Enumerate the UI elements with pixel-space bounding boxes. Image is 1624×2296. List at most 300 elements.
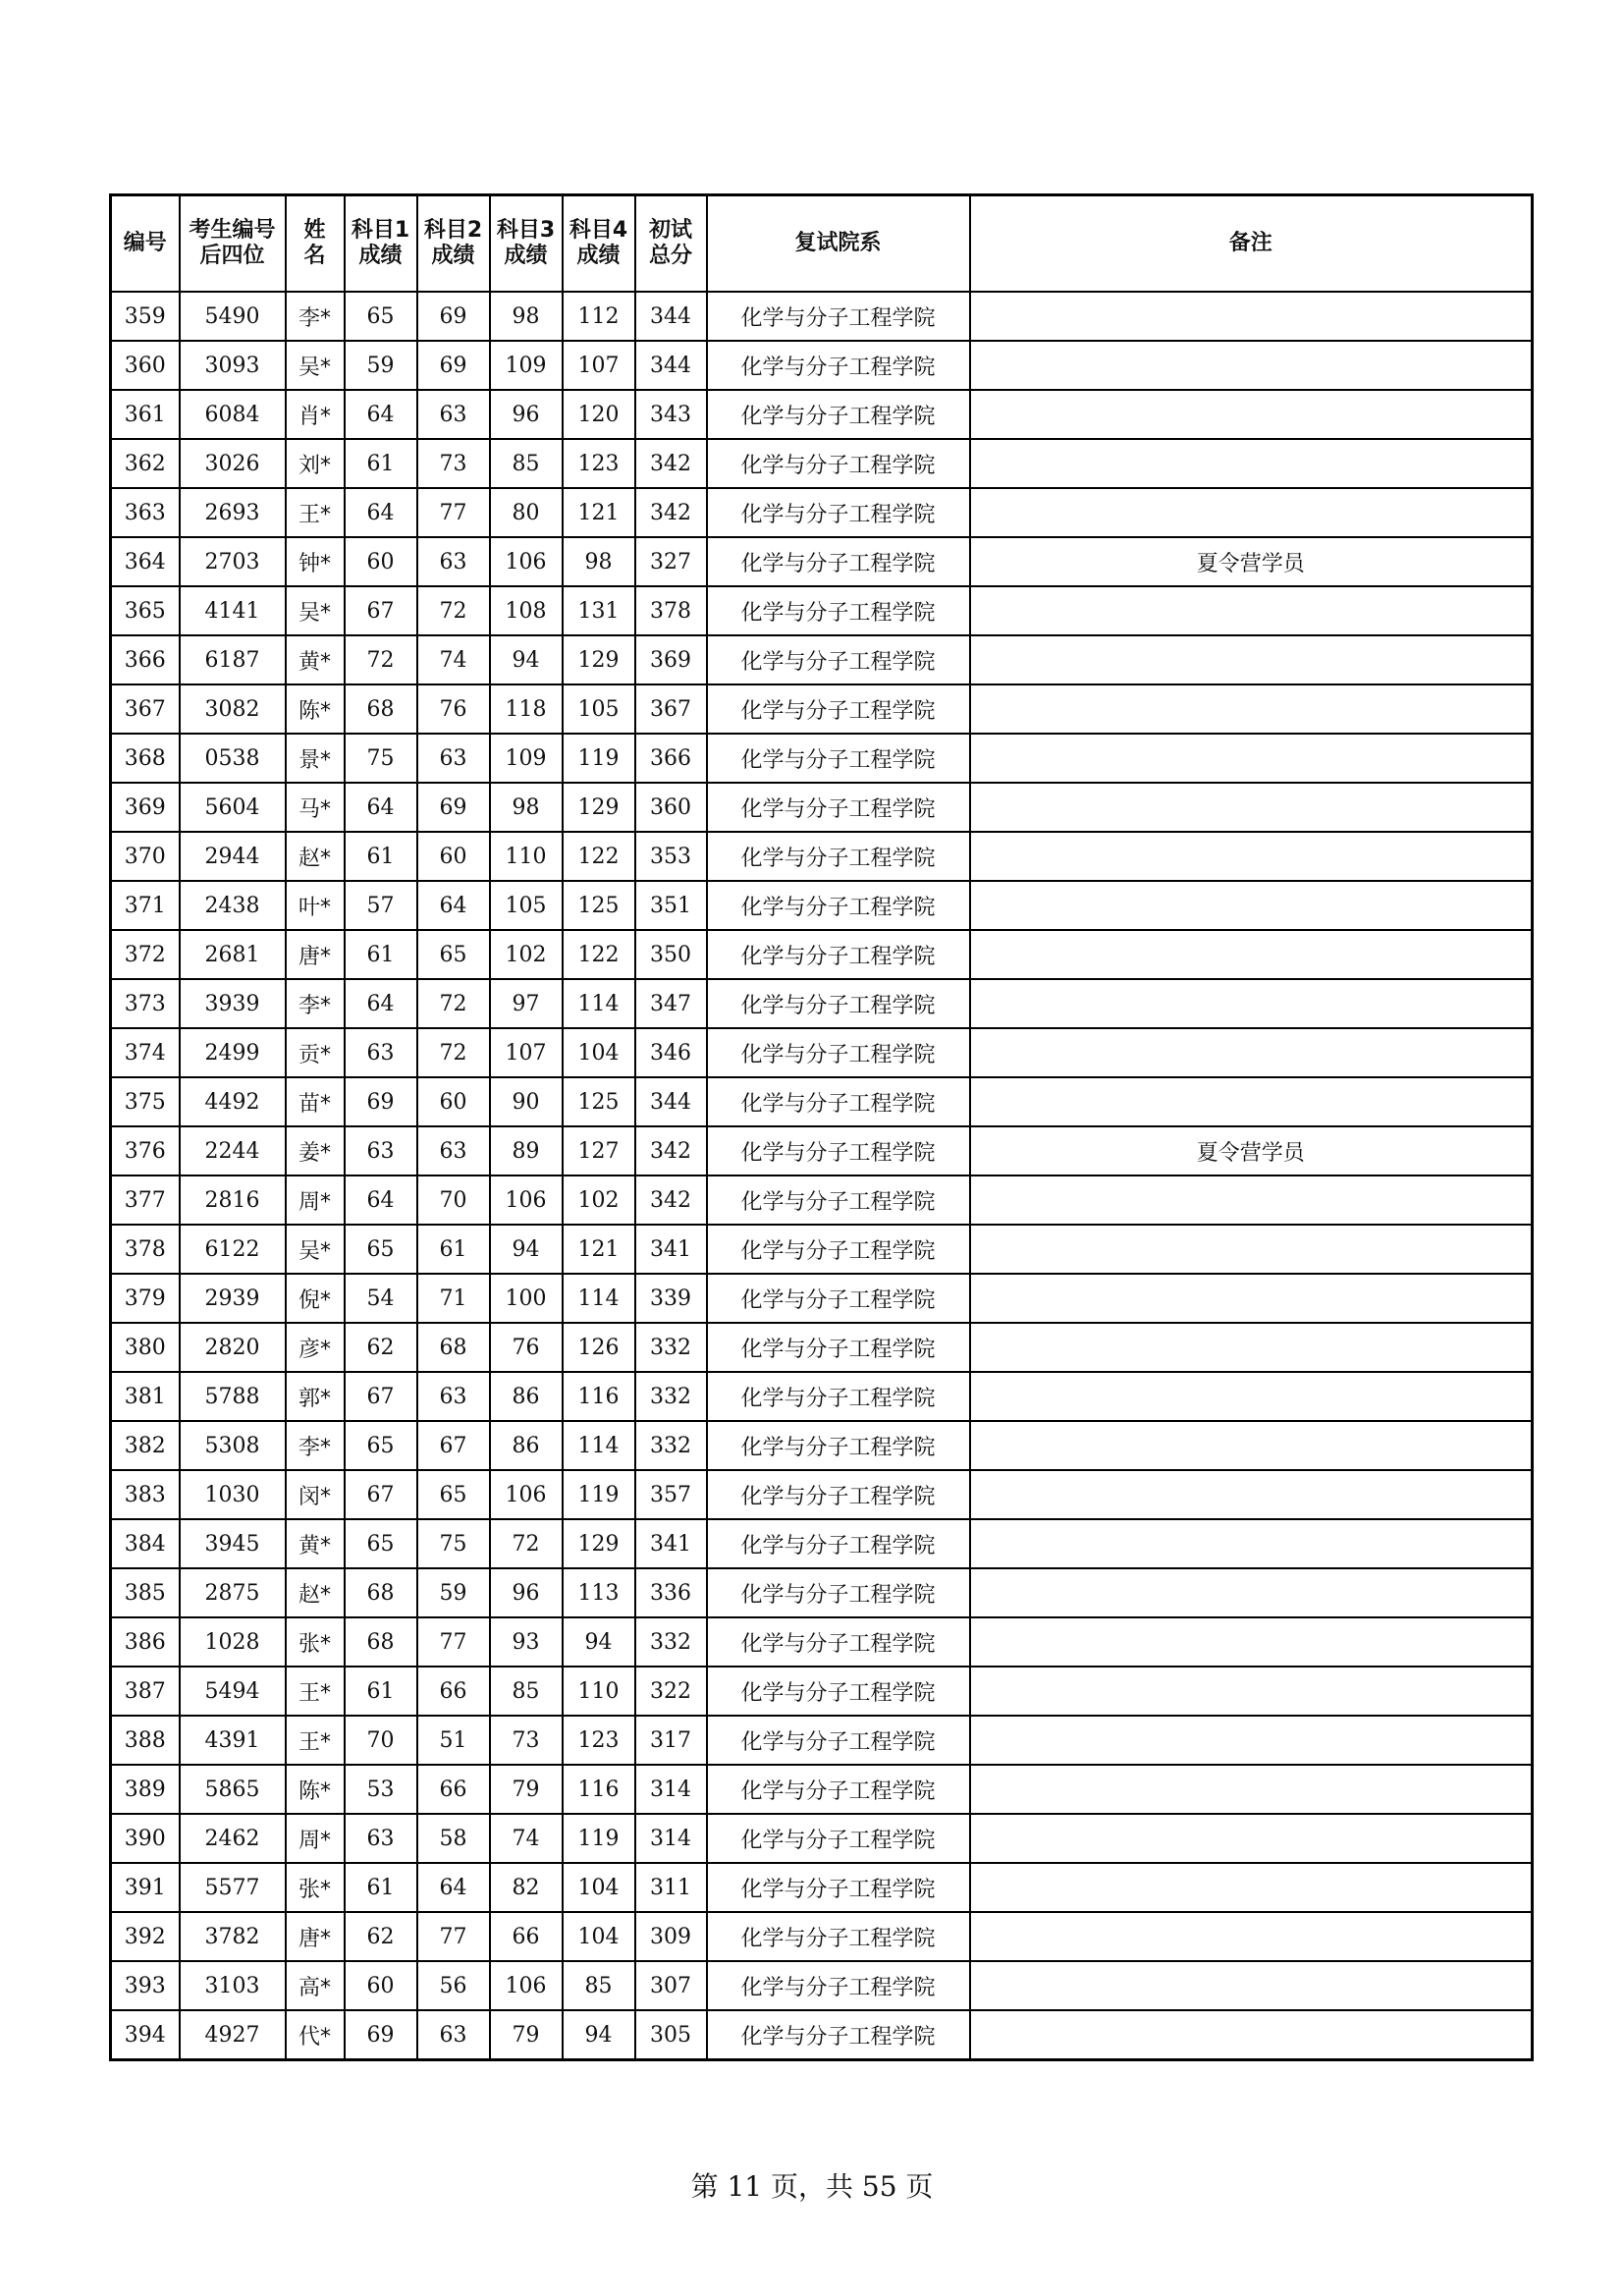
cell-subject4: 131: [563, 586, 635, 635]
page-footer: 第 11 页，共 55 页: [690, 2170, 934, 2203]
cell-id: 383: [111, 1470, 180, 1519]
cell-exam-number: 2944: [180, 832, 286, 881]
cell-id: 373: [111, 979, 180, 1028]
cell-exam-number: 3082: [180, 684, 286, 734]
cell-subject1: 61: [345, 930, 417, 979]
cell-subject4: 112: [563, 292, 635, 341]
cell-total: 332: [635, 1372, 707, 1421]
cell-name: 王*: [286, 1716, 345, 1765]
cell-subject4: 126: [563, 1323, 635, 1372]
cell-id: 376: [111, 1126, 180, 1175]
cell-id: 371: [111, 881, 180, 930]
cell-subject1: 59: [345, 341, 417, 390]
table-row: [111, 1961, 1533, 2010]
cell-remark: [970, 292, 1533, 341]
cell-department: 化学与分子工程学院: [707, 1372, 970, 1421]
cell-name: 张*: [286, 1617, 345, 1667]
cell-department: 化学与分子工程学院: [707, 390, 970, 439]
cell-total: 347: [635, 979, 707, 1028]
cell-id: 375: [111, 1077, 180, 1126]
cell-subject2: 72: [417, 1028, 490, 1077]
cell-total: 332: [635, 1617, 707, 1667]
cell-subject3: 94: [490, 635, 563, 684]
cell-subject3: 98: [490, 292, 563, 341]
cell-id: 364: [111, 537, 180, 586]
cell-total: 332: [635, 1421, 707, 1470]
cell-subject2: 63: [417, 734, 490, 783]
cell-department: 化学与分子工程学院: [707, 881, 970, 930]
cell-subject1: 64: [345, 783, 417, 832]
cell-remark: [970, 684, 1533, 734]
cell-total: 342: [635, 488, 707, 537]
cell-subject4: 127: [563, 1126, 635, 1175]
cell-name: 王*: [286, 488, 345, 537]
cell-total: 344: [635, 292, 707, 341]
cell-subject2: 67: [417, 1421, 490, 1470]
cell-subject1: 67: [345, 586, 417, 635]
cell-exam-number: 6122: [180, 1225, 286, 1274]
cell-exam-number: 2820: [180, 1323, 286, 1372]
cell-remark: [970, 635, 1533, 684]
cell-id: 361: [111, 390, 180, 439]
cell-name: 代*: [286, 2010, 345, 2060]
cell-id: 369: [111, 783, 180, 832]
cell-exam-number: 2462: [180, 1814, 286, 1863]
cell-total: 360: [635, 783, 707, 832]
cell-name: 高*: [286, 1961, 345, 2010]
table-body: [111, 292, 1533, 2060]
cell-subject1: 61: [345, 832, 417, 881]
table-row: [111, 1568, 1533, 1617]
cell-subject2: 73: [417, 439, 490, 488]
cell-department: 化学与分子工程学院: [707, 783, 970, 832]
cell-remark: [970, 979, 1533, 1028]
cell-subject4: 129: [563, 635, 635, 684]
cell-remark: [970, 1617, 1533, 1667]
cell-exam-number: 2681: [180, 930, 286, 979]
header-subject2: 科目2 成绩: [417, 195, 490, 293]
table-row: [111, 439, 1533, 488]
cell-total: 317: [635, 1716, 707, 1765]
cell-id: 382: [111, 1421, 180, 1470]
cell-exam-number: 2499: [180, 1028, 286, 1077]
table-row: [111, 1617, 1533, 1667]
table-row: [111, 1323, 1533, 1372]
cell-subject4: 120: [563, 390, 635, 439]
cell-subject4: 123: [563, 439, 635, 488]
cell-department: 化学与分子工程学院: [707, 2010, 970, 2060]
cell-subject3: 108: [490, 586, 563, 635]
cell-subject2: 61: [417, 1225, 490, 1274]
cell-subject2: 72: [417, 979, 490, 1028]
cell-department: 化学与分子工程学院: [707, 1765, 970, 1814]
table-row: [111, 1372, 1533, 1421]
cell-exam-number: 3026: [180, 439, 286, 488]
cell-total: 322: [635, 1667, 707, 1716]
cell-subject1: 65: [345, 1519, 417, 1568]
cell-subject4: 122: [563, 930, 635, 979]
cell-subject4: 102: [563, 1175, 635, 1225]
table-row: [111, 832, 1533, 881]
cell-department: 化学与分子工程学院: [707, 1568, 970, 1617]
cell-id: 365: [111, 586, 180, 635]
cell-id: 360: [111, 341, 180, 390]
cell-subject2: 63: [417, 1372, 490, 1421]
cell-exam-number: 1030: [180, 1470, 286, 1519]
cell-subject2: 69: [417, 783, 490, 832]
cell-subject3: 110: [490, 832, 563, 881]
cell-department: 化学与分子工程学院: [707, 1470, 970, 1519]
cell-name: 闵*: [286, 1470, 345, 1519]
cell-name: 郭*: [286, 1372, 345, 1421]
table-row: [111, 1126, 1533, 1175]
cell-subject2: 63: [417, 390, 490, 439]
cell-subject3: 90: [490, 1077, 563, 1126]
cell-remark: [970, 1667, 1533, 1716]
cell-subject4: 121: [563, 488, 635, 537]
cell-subject2: 66: [417, 1667, 490, 1716]
cell-subject4: 121: [563, 1225, 635, 1274]
cell-subject2: 63: [417, 2010, 490, 2060]
cell-subject4: 107: [563, 341, 635, 390]
cell-id: 380: [111, 1323, 180, 1372]
cell-subject2: 60: [417, 832, 490, 881]
cell-subject2: 51: [417, 1716, 490, 1765]
cell-subject1: 63: [345, 1126, 417, 1175]
cell-subject3: 94: [490, 1225, 563, 1274]
cell-id: 363: [111, 488, 180, 537]
table-row: [111, 1028, 1533, 1077]
cell-exam-number: 3103: [180, 1961, 286, 2010]
cell-department: 化学与分子工程学院: [707, 1126, 970, 1175]
cell-subject2: 74: [417, 635, 490, 684]
cell-id: 381: [111, 1372, 180, 1421]
cell-id: 362: [111, 439, 180, 488]
cell-subject1: 65: [345, 1421, 417, 1470]
cell-name: 吴*: [286, 586, 345, 635]
cell-exam-number: 4927: [180, 2010, 286, 2060]
cell-department: 化学与分子工程学院: [707, 1028, 970, 1077]
cell-remark: [970, 586, 1533, 635]
cell-id: 378: [111, 1225, 180, 1274]
cell-exam-number: 3093: [180, 341, 286, 390]
cell-subject1: 68: [345, 1617, 417, 1667]
header-subject1: 科目1 成绩: [345, 195, 417, 293]
cell-name: 黄*: [286, 1519, 345, 1568]
cell-subject2: 69: [417, 341, 490, 390]
table-row: [111, 1175, 1533, 1225]
score-table: [109, 193, 1534, 2061]
cell-total: 351: [635, 881, 707, 930]
cell-total: 305: [635, 2010, 707, 2060]
cell-name: 肖*: [286, 390, 345, 439]
table-header: [111, 195, 1533, 293]
cell-subject4: 104: [563, 1912, 635, 1961]
cell-subject4: 104: [563, 1028, 635, 1077]
cell-name: 钟*: [286, 537, 345, 586]
cell-id: 393: [111, 1961, 180, 2010]
cell-total: 311: [635, 1863, 707, 1912]
cell-remark: [970, 488, 1533, 537]
cell-exam-number: 6084: [180, 390, 286, 439]
cell-total: 314: [635, 1765, 707, 1814]
cell-subject2: 76: [417, 684, 490, 734]
header-name: 姓 名: [286, 195, 345, 293]
cell-remark: [970, 439, 1533, 488]
cell-subject1: 54: [345, 1274, 417, 1323]
cell-subject4: 98: [563, 537, 635, 586]
cell-name: 倪*: [286, 1274, 345, 1323]
cell-total: 327: [635, 537, 707, 586]
cell-department: 化学与分子工程学院: [707, 635, 970, 684]
cell-subject3: 106: [490, 1961, 563, 2010]
table-row: [111, 1225, 1533, 1274]
cell-exam-number: 2693: [180, 488, 286, 537]
cell-subject4: 122: [563, 832, 635, 881]
cell-subject3: 106: [490, 1470, 563, 1519]
cell-subject3: 109: [490, 341, 563, 390]
table-row: [111, 684, 1533, 734]
cell-department: 化学与分子工程学院: [707, 1175, 970, 1225]
cell-name: 周*: [286, 1814, 345, 1863]
header-subject4: 科目4 成绩: [563, 195, 635, 293]
cell-name: 赵*: [286, 1568, 345, 1617]
cell-total: 343: [635, 390, 707, 439]
table-row: [111, 1274, 1533, 1323]
cell-department: 化学与分子工程学院: [707, 930, 970, 979]
cell-subject3: 86: [490, 1421, 563, 1470]
cell-department: 化学与分子工程学院: [707, 292, 970, 341]
table-row: [111, 1470, 1533, 1519]
cell-exam-number: 5490: [180, 292, 286, 341]
cell-subject2: 63: [417, 537, 490, 586]
cell-subject1: 61: [345, 1863, 417, 1912]
cell-subject2: 77: [417, 1912, 490, 1961]
cell-name: 姜*: [286, 1126, 345, 1175]
cell-subject4: 116: [563, 1765, 635, 1814]
cell-remark: [970, 1470, 1533, 1519]
cell-department: 化学与分子工程学院: [707, 586, 970, 635]
cell-total: 309: [635, 1912, 707, 1961]
cell-total: 336: [635, 1568, 707, 1617]
table-row: [111, 783, 1533, 832]
cell-subject1: 67: [345, 1372, 417, 1421]
cell-remark: [970, 1077, 1533, 1126]
cell-subject4: 85: [563, 1961, 635, 2010]
cell-name: 吴*: [286, 341, 345, 390]
cell-subject1: 75: [345, 734, 417, 783]
cell-subject4: 105: [563, 684, 635, 734]
cell-department: 化学与分子工程学院: [707, 832, 970, 881]
cell-subject3: 106: [490, 1175, 563, 1225]
cell-subject1: 68: [345, 1568, 417, 1617]
cell-subject2: 58: [417, 1814, 490, 1863]
cell-name: 陈*: [286, 1765, 345, 1814]
cell-subject3: 85: [490, 1667, 563, 1716]
cell-exam-number: 1028: [180, 1617, 286, 1667]
cell-id: 388: [111, 1716, 180, 1765]
cell-subject4: 104: [563, 1863, 635, 1912]
cell-subject3: 73: [490, 1716, 563, 1765]
cell-department: 化学与分子工程学院: [707, 341, 970, 390]
cell-subject1: 69: [345, 1077, 417, 1126]
cell-subject2: 75: [417, 1519, 490, 1568]
cell-department: 化学与分子工程学院: [707, 684, 970, 734]
cell-remark: [970, 1912, 1533, 1961]
cell-remark: [970, 1765, 1533, 1814]
cell-subject1: 62: [345, 1912, 417, 1961]
cell-subject4: 114: [563, 979, 635, 1028]
cell-name: 黄*: [286, 635, 345, 684]
cell-subject4: 129: [563, 783, 635, 832]
cell-total: 344: [635, 1077, 707, 1126]
cell-subject1: 67: [345, 1470, 417, 1519]
cell-remark: [970, 1225, 1533, 1274]
cell-exam-number: 5865: [180, 1765, 286, 1814]
cell-remark: [970, 1568, 1533, 1617]
cell-name: 唐*: [286, 930, 345, 979]
cell-subject2: 68: [417, 1323, 490, 1372]
cell-subject2: 71: [417, 1274, 490, 1323]
cell-exam-number: 5494: [180, 1667, 286, 1716]
cell-total: 341: [635, 1519, 707, 1568]
cell-total: 339: [635, 1274, 707, 1323]
cell-id: 366: [111, 635, 180, 684]
cell-id: 386: [111, 1617, 180, 1667]
cell-remark: [970, 1421, 1533, 1470]
cell-id: 389: [111, 1765, 180, 1814]
cell-subject1: 57: [345, 881, 417, 930]
cell-total: 346: [635, 1028, 707, 1077]
cell-id: 390: [111, 1814, 180, 1863]
cell-id: 370: [111, 832, 180, 881]
cell-subject1: 65: [345, 1225, 417, 1274]
header-subject3: 科目3 成绩: [490, 195, 563, 293]
cell-subject3: 105: [490, 881, 563, 930]
cell-department: 化学与分子工程学院: [707, 734, 970, 783]
cell-department: 化学与分子工程学院: [707, 1667, 970, 1716]
cell-subject4: 114: [563, 1274, 635, 1323]
cell-remark: [970, 1323, 1533, 1372]
cell-total: 350: [635, 930, 707, 979]
cell-total: 357: [635, 1470, 707, 1519]
cell-subject4: 125: [563, 881, 635, 930]
cell-exam-number: 3782: [180, 1912, 286, 1961]
cell-subject1: 65: [345, 292, 417, 341]
cell-subject2: 65: [417, 1470, 490, 1519]
cell-total: 307: [635, 1961, 707, 2010]
cell-remark: [970, 783, 1533, 832]
cell-id: 367: [111, 684, 180, 734]
cell-remark: [970, 390, 1533, 439]
header-remark: 备注: [970, 195, 1533, 293]
cell-subject2: 56: [417, 1961, 490, 2010]
cell-remark: [970, 2010, 1533, 2060]
cell-subject1: 61: [345, 1667, 417, 1716]
cell-total: 314: [635, 1814, 707, 1863]
cell-id: 392: [111, 1912, 180, 1961]
cell-remark: [970, 1716, 1533, 1765]
cell-name: 吴*: [286, 1225, 345, 1274]
cell-name: 李*: [286, 292, 345, 341]
cell-subject3: 79: [490, 2010, 563, 2060]
cell-subject1: 72: [345, 635, 417, 684]
cell-id: 394: [111, 2010, 180, 2060]
cell-subject1: 68: [345, 684, 417, 734]
cell-department: 化学与分子工程学院: [707, 1617, 970, 1667]
cell-id: 391: [111, 1863, 180, 1912]
cell-subject3: 72: [490, 1519, 563, 1568]
cell-department: 化学与分子工程学院: [707, 1421, 970, 1470]
table-row: [111, 1421, 1533, 1470]
cell-name: 刘*: [286, 439, 345, 488]
cell-exam-number: 2939: [180, 1274, 286, 1323]
cell-total: 366: [635, 734, 707, 783]
cell-subject3: 118: [490, 684, 563, 734]
cell-total: 342: [635, 1175, 707, 1225]
cell-subject1: 62: [345, 1323, 417, 1372]
cell-subject4: 114: [563, 1421, 635, 1470]
cell-remark: [970, 930, 1533, 979]
cell-id: 377: [111, 1175, 180, 1225]
cell-exam-number: 2703: [180, 537, 286, 586]
cell-department: 化学与分子工程学院: [707, 1863, 970, 1912]
table-row: [111, 1519, 1533, 1568]
cell-subject4: 123: [563, 1716, 635, 1765]
cell-subject2: 69: [417, 292, 490, 341]
cell-subject3: 89: [490, 1126, 563, 1175]
cell-subject2: 77: [417, 1617, 490, 1667]
cell-subject1: 64: [345, 488, 417, 537]
cell-exam-number: 4492: [180, 1077, 286, 1126]
cell-remark: [970, 1274, 1533, 1323]
cell-name: 唐*: [286, 1912, 345, 1961]
table-row: [111, 1814, 1533, 1863]
cell-name: 李*: [286, 979, 345, 1028]
cell-department: 化学与分子工程学院: [707, 1716, 970, 1765]
cell-subject3: 109: [490, 734, 563, 783]
table-row: [111, 1716, 1533, 1765]
cell-subject4: 113: [563, 1568, 635, 1617]
cell-exam-number: 2816: [180, 1175, 286, 1225]
table-row: [111, 2010, 1533, 2060]
cell-department: 化学与分子工程学院: [707, 979, 970, 1028]
cell-subject3: 97: [490, 979, 563, 1028]
cell-subject1: 61: [345, 439, 417, 488]
header-id: 编号: [111, 195, 180, 293]
table-row: [111, 1863, 1533, 1912]
header-exam-number: 考生编号 后四位: [180, 195, 286, 293]
cell-name: 张*: [286, 1863, 345, 1912]
cell-exam-number: 3939: [180, 979, 286, 1028]
cell-exam-number: 5604: [180, 783, 286, 832]
cell-subject2: 64: [417, 1863, 490, 1912]
cell-exam-number: 4391: [180, 1716, 286, 1765]
cell-subject4: 119: [563, 734, 635, 783]
cell-total: 353: [635, 832, 707, 881]
cell-remark: 夏令营学员: [970, 537, 1533, 586]
cell-exam-number: 4141: [180, 586, 286, 635]
cell-subject3: 76: [490, 1323, 563, 1372]
cell-subject1: 64: [345, 390, 417, 439]
table-row: [111, 488, 1533, 537]
cell-total: 369: [635, 635, 707, 684]
header-department: 复试院系: [707, 195, 970, 293]
table-row: [111, 586, 1533, 635]
cell-exam-number: 0538: [180, 734, 286, 783]
cell-id: 368: [111, 734, 180, 783]
cell-remark: [970, 1814, 1533, 1863]
